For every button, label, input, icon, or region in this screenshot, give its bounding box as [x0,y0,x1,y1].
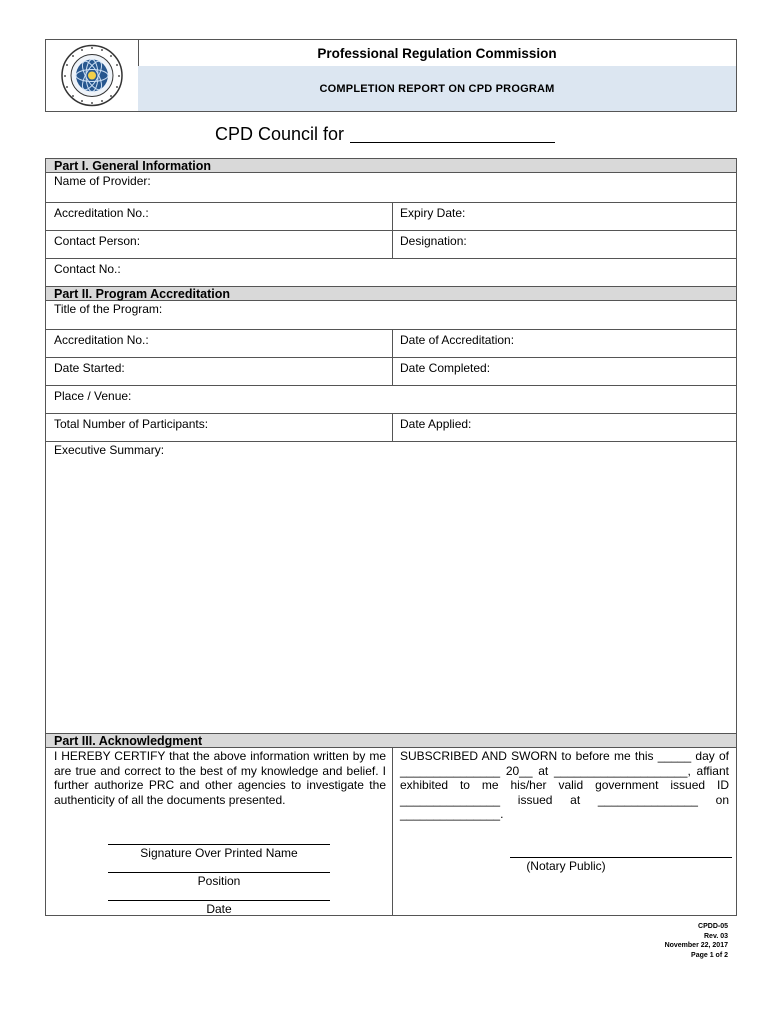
council-blank[interactable] [350,126,555,143]
executive-summary-row [46,442,736,734]
total-participants-field[interactable]: Total Number of Participants: [54,417,209,431]
council-label: CPD Council for [214,124,345,144]
acknowledgment-right [392,748,736,915]
accreditation-no-field[interactable]: Accreditation No.: [54,206,149,220]
accreditation-row [46,203,736,231]
participants-row [46,414,736,442]
position-line[interactable] [108,872,330,873]
contact-no-row [46,259,736,287]
signature-line[interactable] [108,844,330,845]
council-line [0,124,770,145]
venue-row [46,386,736,414]
organization-name: Professional Regulation Commission [138,40,736,67]
revision: Rev. 03 [704,932,728,940]
expiry-date-field[interactable]: Expiry Date: [392,203,736,230]
date-completed-field[interactable]: Date Completed: [392,358,736,385]
part2-title: Part II. Program Accreditation [46,287,736,301]
acknowledgment-left [46,748,392,915]
date-started-field[interactable]: Date Started: [54,361,125,375]
program-title-row [46,301,736,330]
form-footer [665,922,728,960]
provider-row [46,173,736,203]
date-line[interactable] [108,900,330,901]
executive-summary-field[interactable]: Executive Summary: [54,443,165,457]
certify-text: I HEREBY CERTIFY that the above information written by me are true and correct to the best of my knowledge and belief. I further authorize PRC and other agencies to investigate the authenticity of all the documents presented. [54,749,386,807]
designation-field[interactable]: Designation: [392,231,736,258]
date-applied-field[interactable]: Date Applied: [392,414,736,441]
position-label: Position [197,874,241,888]
program-accreditation-no-field[interactable]: Accreditation No.: [54,333,149,347]
part1-title: Part I. General Information [46,159,736,173]
program-accreditation-row [46,330,736,358]
dates-row [46,358,736,386]
title-of-program-field[interactable]: Title of the Program: [54,302,163,316]
notary-label: (Notary Public) [526,859,606,873]
signature-label: Signature Over Printed Name [140,846,298,860]
form-header [45,39,737,112]
sworn-text: SUBSCRIBED AND SWORN to before me this _____ day of _______________ 20__ at ____________________, affiant exhibited to me his/her valid government issued ID _______________ issued at _______________ on _______________. [400,749,729,821]
form-table [45,158,737,916]
prc-seal-logo [46,40,139,111]
name-of-provider-field[interactable]: Name of Provider: [54,174,151,188]
place-venue-field[interactable]: Place / Venue: [54,389,132,403]
part3-title: Part III. Acknowledgment [46,734,736,748]
date-label: Date [206,902,232,916]
notary-signature-line[interactable] [510,857,732,858]
contact-person-field[interactable]: Contact Person: [54,234,141,248]
form-title: COMPLETION REPORT ON CPD PROGRAM [138,66,736,111]
page-number: Page 1 of 2 [691,951,728,959]
revision-date: November 22, 2017 [664,942,728,949]
date-of-accreditation-field[interactable]: Date of Accreditation: [392,330,736,357]
contact-row [46,231,736,259]
form-code: CPDD-05 [698,923,728,930]
contact-no-field[interactable]: Contact No.: [54,262,121,276]
